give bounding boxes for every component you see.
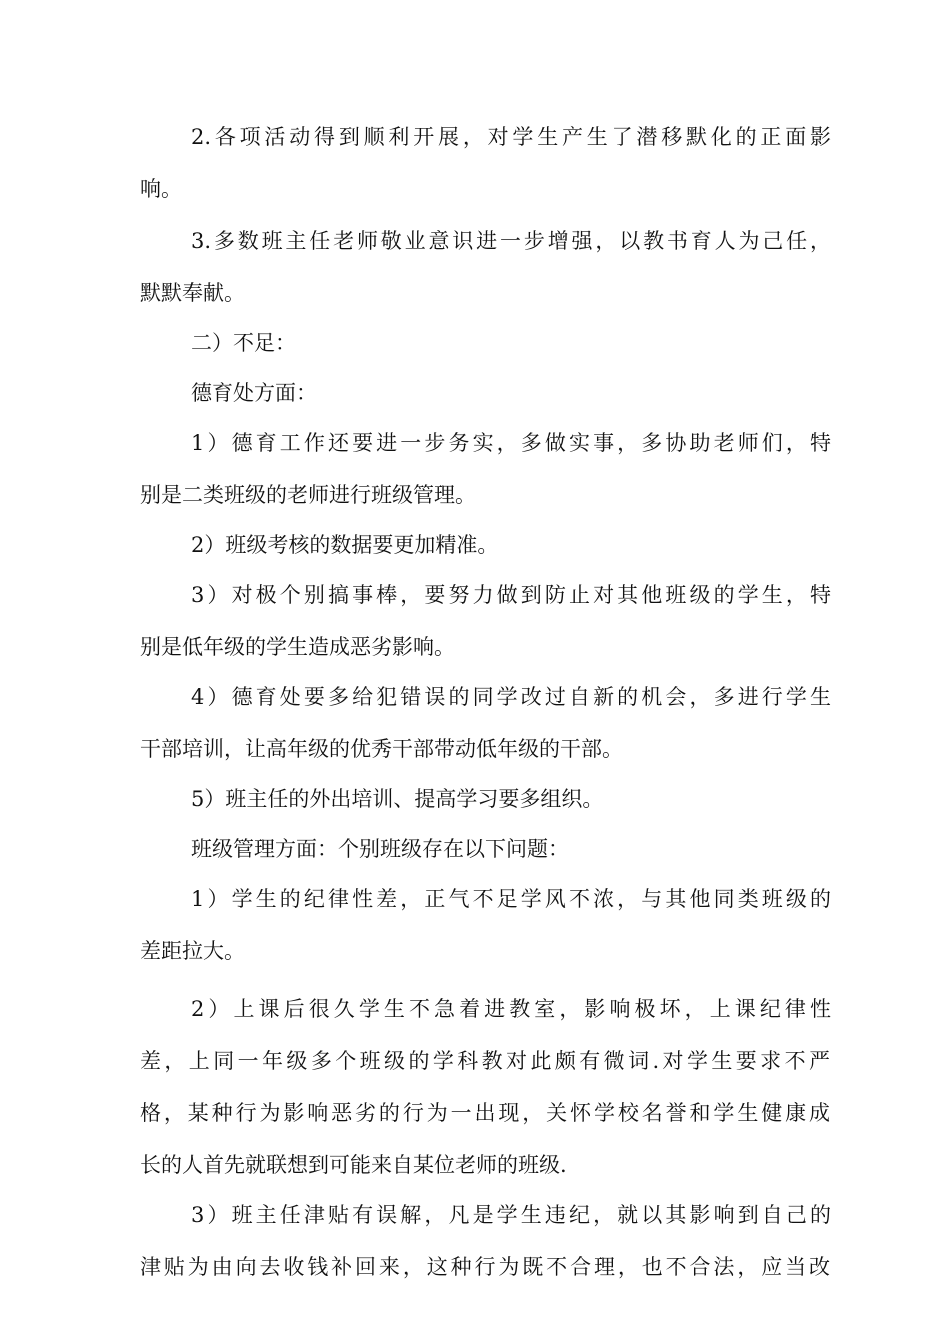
paragraph-line: 津贴为由向去收钱补回来，这种行为既不合理，也不合法，应当改 — [140, 1255, 830, 1279]
paragraph-line: 别是低年级的学生造成恶劣影响。 — [140, 635, 455, 659]
section-heading: 二）不足： — [191, 331, 296, 355]
paragraph-line: 3）对极个别搞事棒，要努力做到防止对其他班级的学生，特 — [191, 583, 831, 607]
paragraph-line: 2）上课后很久学生不急着进教室，影响极坏，上课纪律性 — [191, 997, 831, 1021]
paragraph-line: 1）德育工作还要进一步务实，多做实事，多协助老师们，特 — [191, 431, 831, 455]
paragraph-line: 1）学生的纪律性差，正气不足学风不浓，与其他同类班级的 — [191, 887, 831, 911]
paragraph-line: 差距拉大。 — [140, 939, 245, 963]
paragraph-line: 3）班主任津贴有误解，凡是学生违纪，就以其影响到自己的 — [191, 1203, 831, 1227]
paragraph-line: 5）班主任的外出培训、提高学习要多组织。 — [191, 787, 604, 811]
paragraph-line: 差，上同一年级多个班级的学科教对此颇有微词.对学生要求不严 — [140, 1049, 830, 1073]
subsection-heading: 班级管理方面：个别班级存在以下问题： — [191, 837, 569, 861]
paragraph-line: 4）德育处要多给犯错误的同学改过自新的机会，多进行学生 — [191, 685, 831, 709]
paragraph-line: 格，某种行为影响恶劣的行为一出现，关怀学校名誉和学生健康成 — [140, 1101, 830, 1125]
paragraph-line: 干部培训，让高年级的优秀干部带动低年级的干部。 — [140, 737, 623, 761]
subsection-heading: 德育处方面： — [191, 381, 317, 405]
paragraph-line: 2）班级考核的数据要更加精准。 — [191, 533, 499, 557]
paragraph-line: 响。 — [140, 177, 182, 201]
paragraph-line: 3.多数班主任老师敬业意识进一步增强，以教书育人为己任， — [191, 229, 831, 253]
paragraph-line: 长的人首先就联想到可能来自某位老师的班级. — [140, 1153, 567, 1177]
paragraph-line: 默默奉献。 — [140, 281, 245, 305]
paragraph-line: 2.各项活动得到顺利开展，对学生产生了潜移默化的正面影 — [191, 125, 831, 149]
paragraph-line: 别是二类班级的老师进行班级管理。 — [140, 483, 476, 507]
